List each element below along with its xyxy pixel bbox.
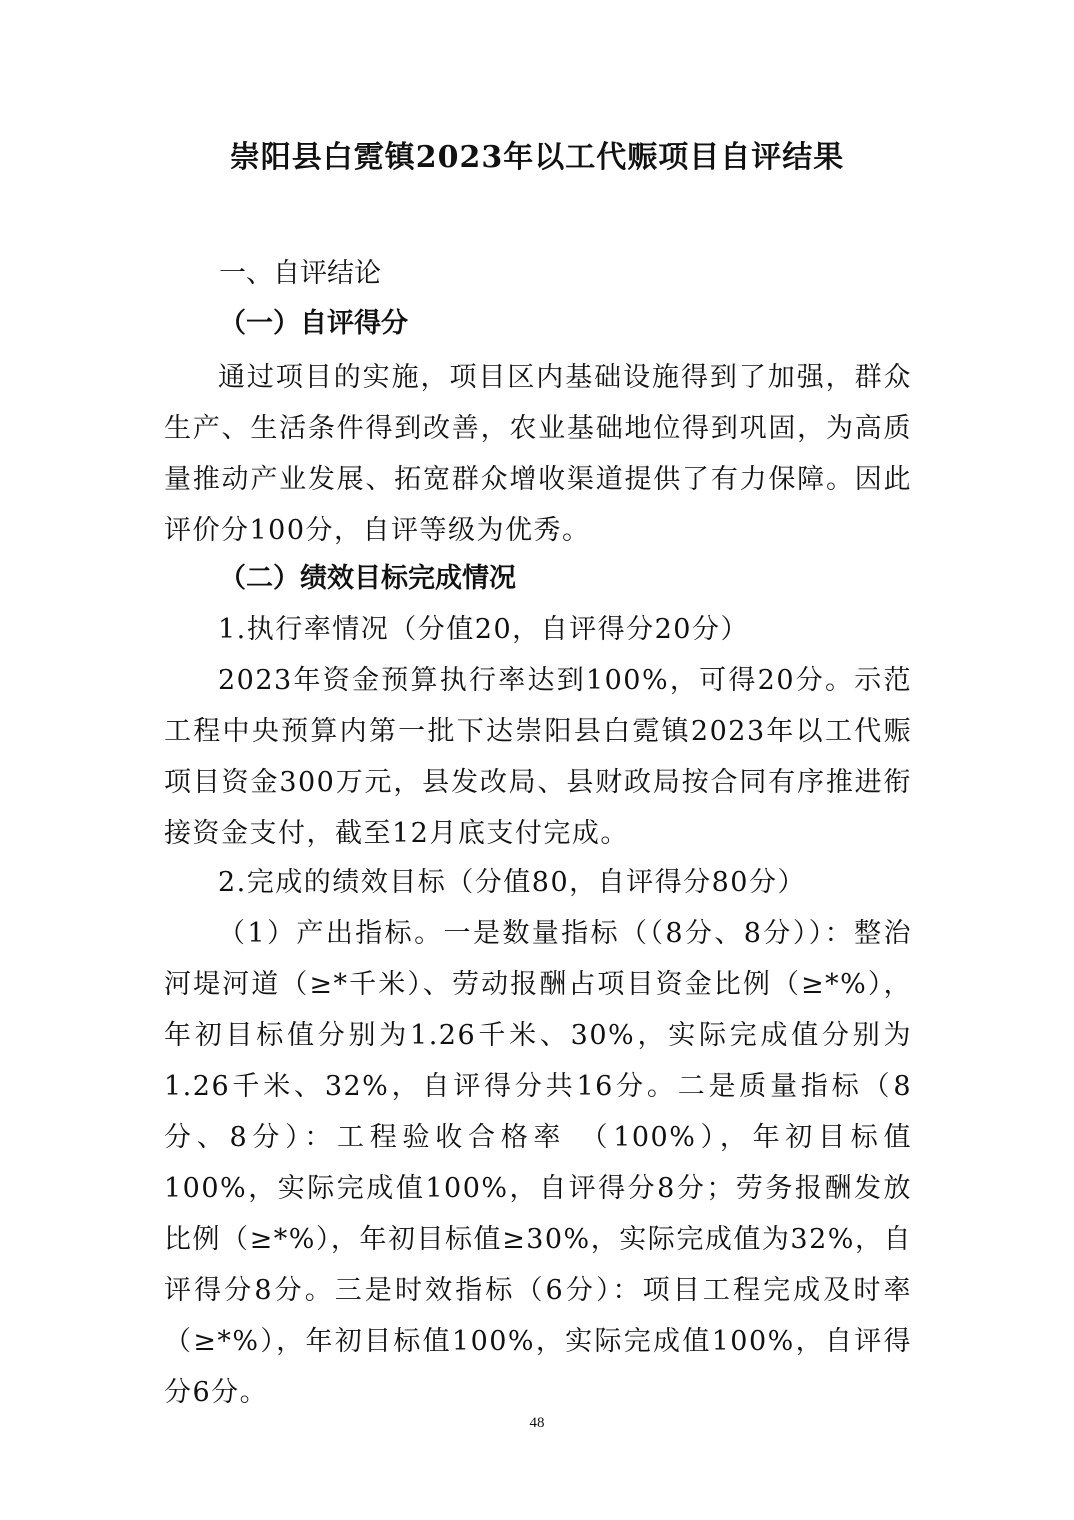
item-heading-performance-targets: 2.完成的绩效目标（分值80，自评得分80分） — [218, 867, 806, 898]
section-heading-conclusion: 一、自评结论 — [219, 258, 381, 289]
score-paragraph: 通过项目的实施，项目区内基础设施得到了加强，群众生产、生活条件得到改善，农业基础地位得到巩固，为高质量推动产业发展、拓宽群众增收渠道提供了有力保障。因此评价分100分，自评等级为优秀。 — [164, 362, 912, 546]
page-number: 48 — [529, 1415, 545, 1431]
document-title: 崇阳县白霓镇2023年以工代赈项目自评结果 — [229, 140, 845, 175]
execution-rate-paragraph: 2023年资金预算执行率达到100%，可得20分。示范工程中央预算内第一批下达崇阳县白霓镇2023年以工代赈项目资金300万元，县发改局、县财政局按合同有序推进衔接资金支付，截至12月底支付完成。 — [164, 665, 912, 849]
subsection-heading-score: （一）自评得分 — [219, 308, 408, 339]
item-heading-execution-rate: 1.执行率情况（分值20，自评得分20分） — [218, 614, 749, 645]
subsection-heading-targets: （二）绩效目标完成情况 — [219, 563, 516, 594]
output-indicators-paragraph: （1）产出指标。一是数量指标（（8分、8分））：整治河堤河道（≥*千米）、劳动报酬占项目资金比例（≥*%），年初目标值分别为1.26千米、30%，实际完成值分别为1.26千米、32%，自评得分共16分。二是质量指标（8分、8分）：工程验收合格率 （100%），年初目标值100%，实际完成值100%，自评得分8分；劳务报酬发放比例（≥*%），年初目标值≥30%，实际完成值为32%，自评得分8分。三是时效指标（6分）：项目工程完成及时率（≥*%），年初目标值100%，实际完成值100%，自评得分6分。 — [164, 918, 912, 1408]
